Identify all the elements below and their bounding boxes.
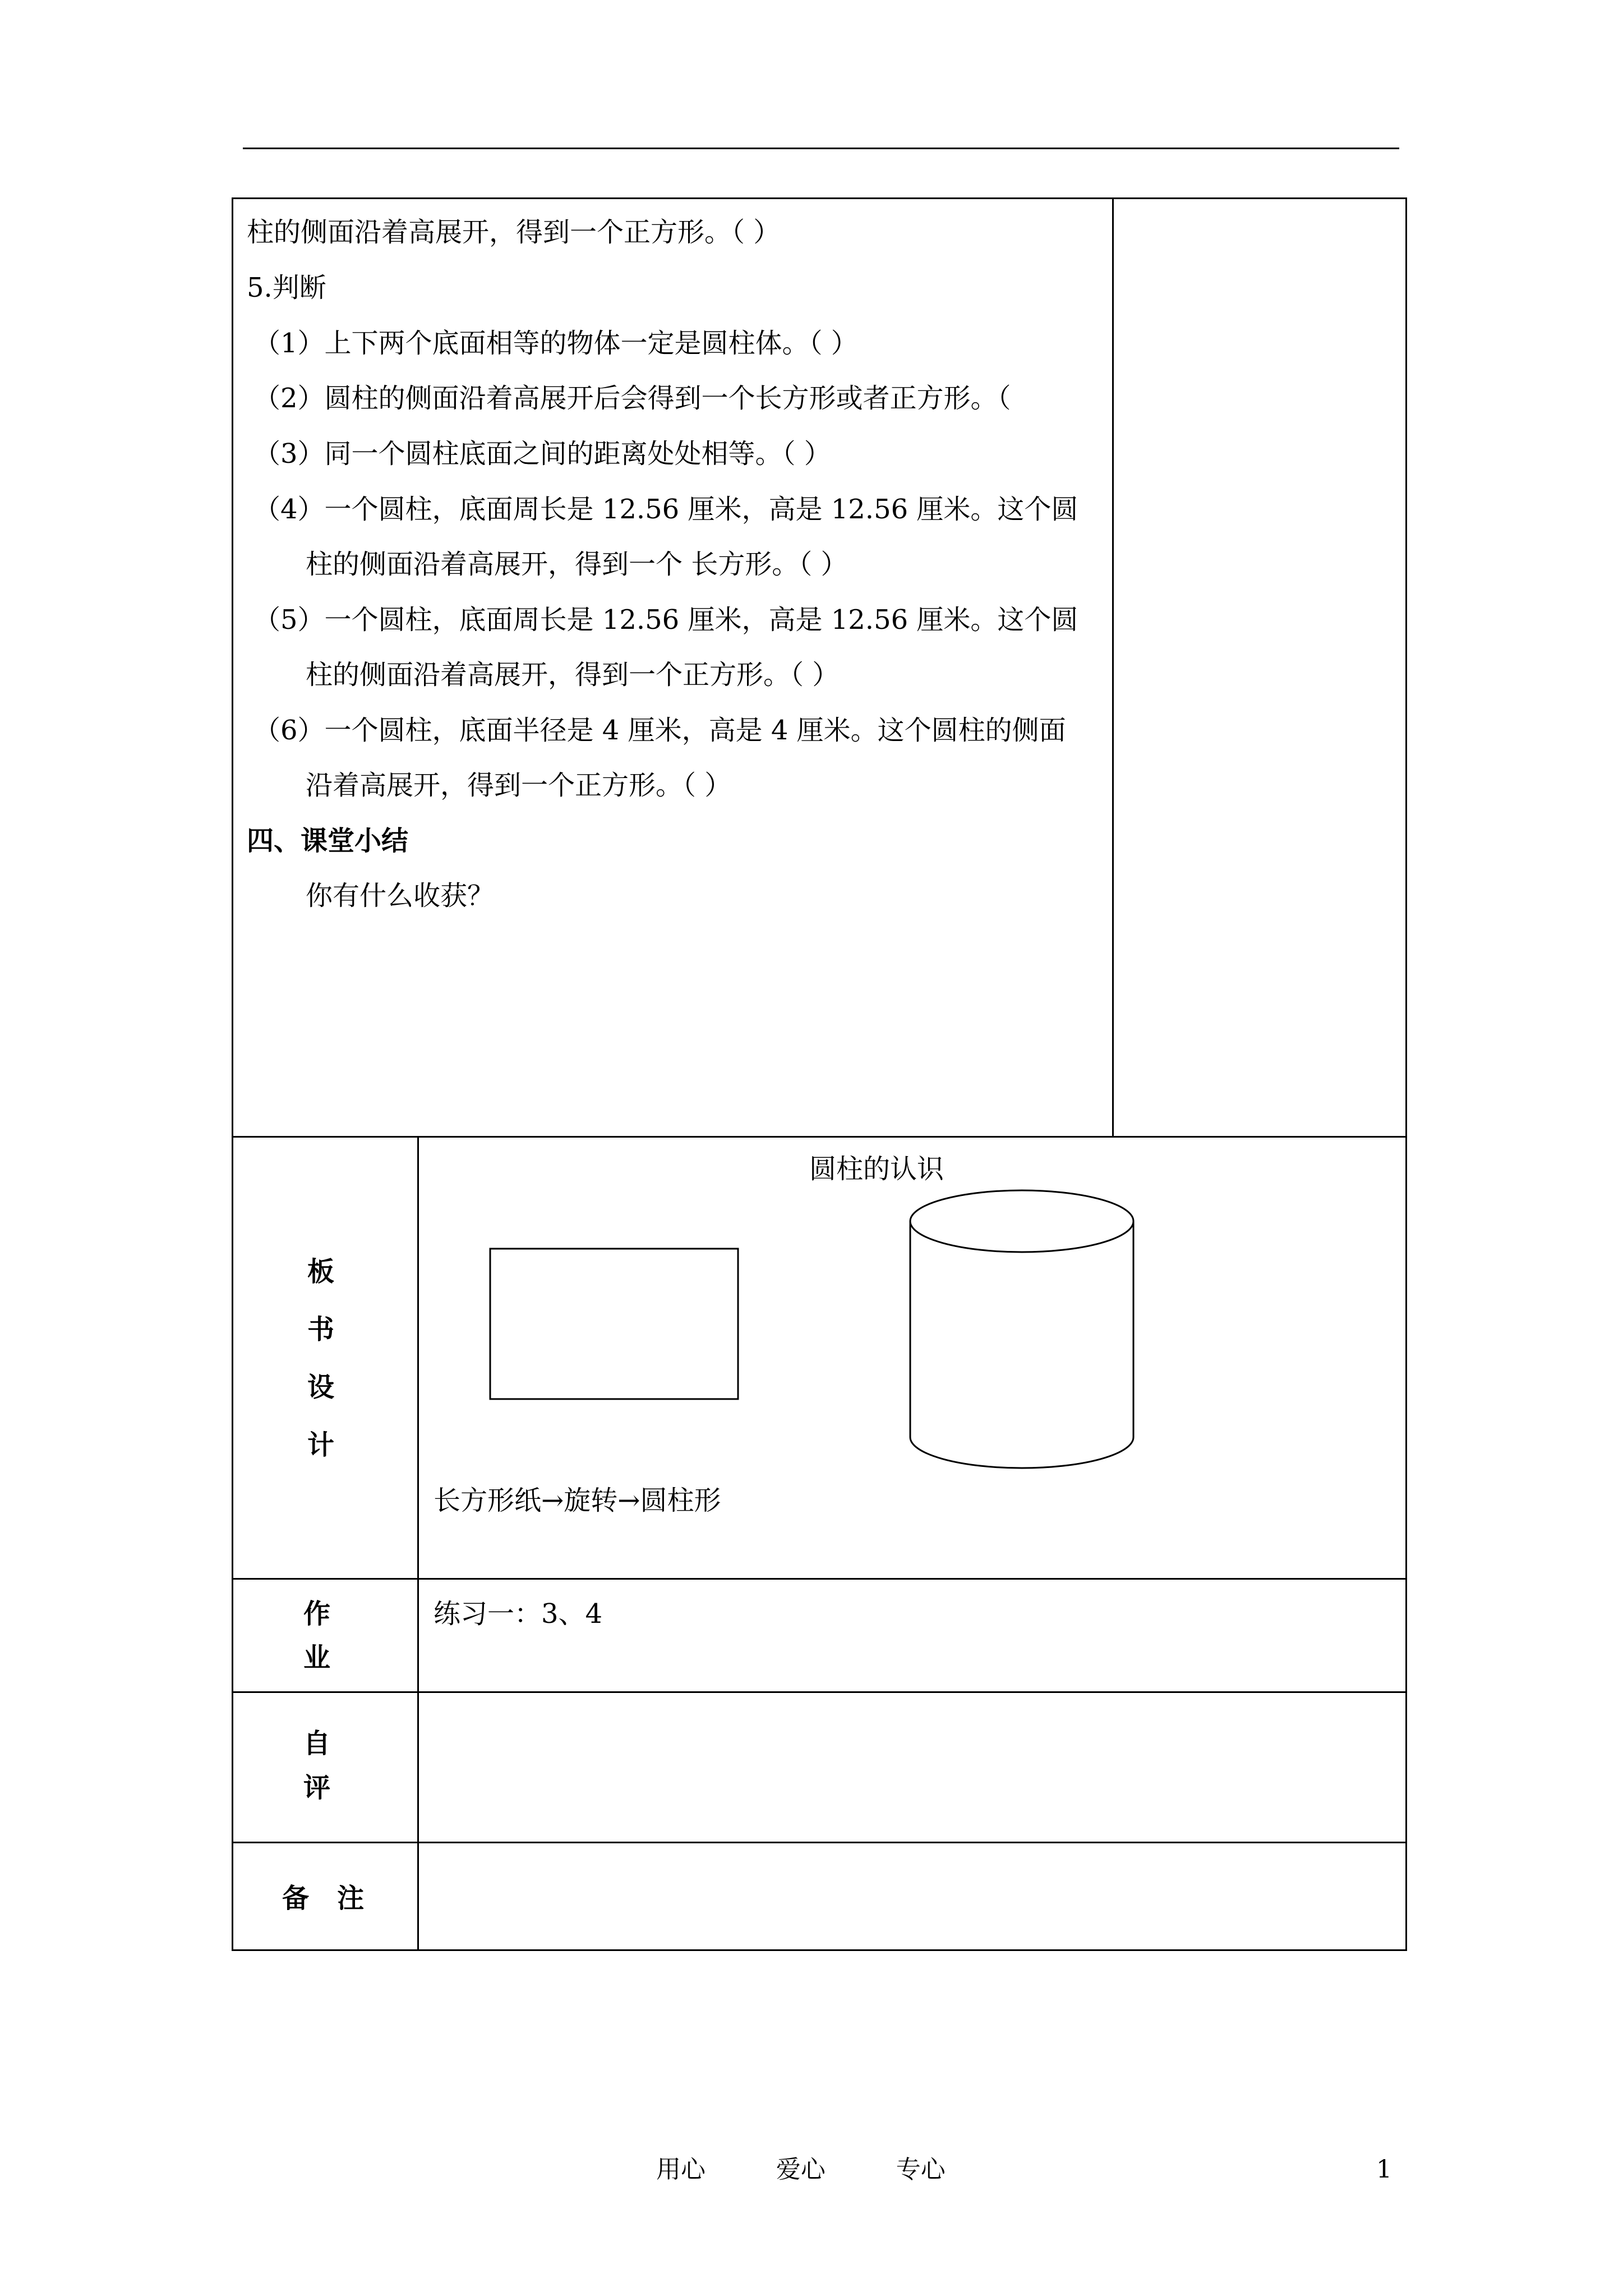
- table-border-top: [232, 197, 1407, 199]
- rectangle-diagram: [490, 1249, 738, 1399]
- table-border-right: [1405, 197, 1407, 1951]
- top-section-divider: [1112, 197, 1114, 1137]
- table-border-left: [232, 197, 233, 1951]
- text-line: （1）上下两个底面相等的物体一定是圆柱体。（ ）: [253, 328, 858, 359]
- label-column-divider: [417, 1136, 419, 1951]
- page-number: 1: [1376, 2155, 1392, 2184]
- homework-label-char: 作: [303, 1598, 331, 1630]
- cylinder-diagram: [910, 1190, 1133, 1468]
- table-border-bottom: [232, 1949, 1407, 1951]
- board-design-label-char: 书: [307, 1314, 335, 1345]
- row-separator-1: [232, 1136, 1407, 1138]
- text-line: （4）一个圆柱，底面周长是 12.56 厘米，高是 12.56 厘米。这个圆: [253, 494, 1078, 525]
- text-line: 沿着高展开，得到一个正方形。（ ）: [306, 770, 732, 801]
- footer-text: 用心 爱心 专心: [656, 2155, 946, 2184]
- summary-heading: 四、课堂小结: [247, 825, 409, 857]
- board-design-label-char: 计: [307, 1429, 335, 1461]
- text-line: （3）同一个圆柱底面之间的距离处处相等。（ ）: [253, 438, 831, 470]
- row-separator-2: [232, 1578, 1407, 1580]
- text-line: （5）一个圆柱，底面周长是 12.56 厘米，高是 12.56 厘米。这个圆: [253, 604, 1078, 636]
- summary-question: 你有什么收获？: [306, 880, 495, 912]
- board-design-title: 圆柱的认识: [809, 1153, 944, 1185]
- board-design-caption: 长方形纸→旋转→圆柱形: [434, 1485, 721, 1516]
- text-line: 柱的侧面沿着高展开，得到一个正方形。（ ）: [306, 659, 840, 691]
- board-design-label-char: 设: [307, 1372, 335, 1403]
- text-line: （6）一个圆柱，底面半径是 4 厘米，高是 4 厘米。这个圆柱的侧面: [253, 715, 1066, 746]
- header-rule: [243, 148, 1399, 149]
- homework-content: 练习一：3、4: [434, 1598, 603, 1630]
- remarks-label: 备 注: [282, 1883, 365, 1914]
- row-separator-4: [232, 1842, 1407, 1843]
- text-line: 柱的侧面沿着高展开，得到一个正方形。（ ）: [247, 217, 781, 248]
- board-design-drawing: [482, 1184, 1155, 1487]
- text-line: 柱的侧面沿着高展开，得到一个 长方形。（ ）: [306, 549, 848, 580]
- self-eval-label-char: 自: [303, 1728, 331, 1759]
- board-design-label-char: 板: [307, 1256, 335, 1287]
- text-line: 5.判断: [247, 272, 326, 303]
- homework-label-char: 业: [303, 1642, 331, 1673]
- row-separator-3: [232, 1691, 1407, 1693]
- text-line: （2）圆柱的侧面沿着高展开后会得到一个长方形或者正方形。（: [253, 383, 1011, 414]
- self-eval-label-char: 评: [303, 1772, 331, 1803]
